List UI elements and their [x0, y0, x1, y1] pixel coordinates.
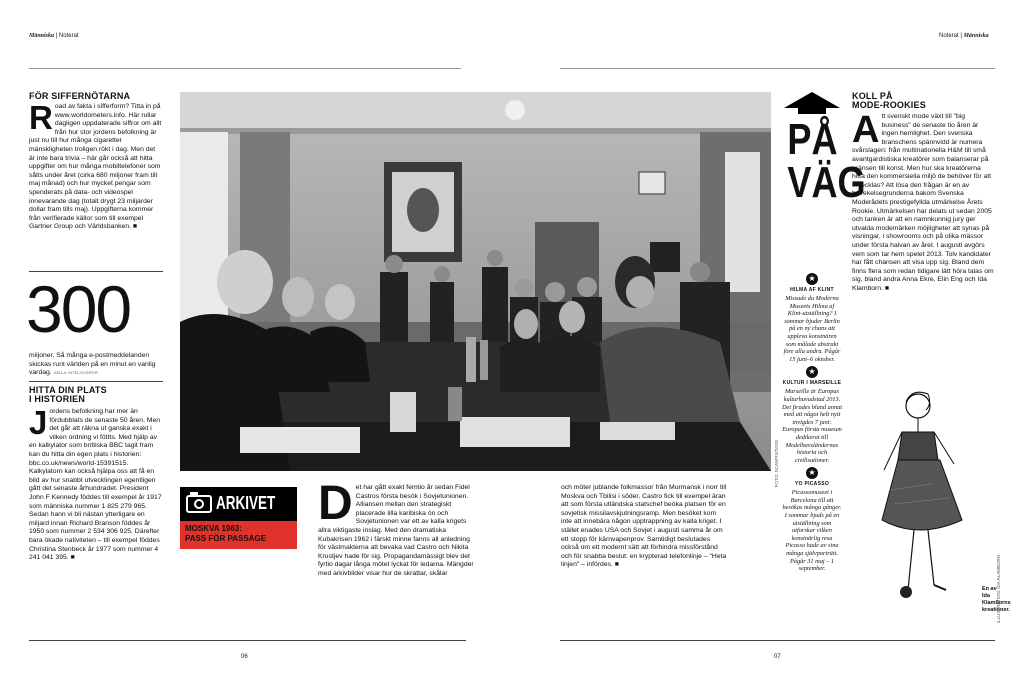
- star-icon: ★: [806, 467, 818, 479]
- archive-photo-illustration: [180, 92, 771, 471]
- heading-koll-pa: KOLL PÅ: [852, 91, 893, 101]
- stat-number: 300: [26, 272, 131, 346]
- illustration-caption: En av Ida Klamborns kreationer.: [982, 586, 1011, 613]
- article-siffernotarna: [29, 92, 163, 232]
- article-hitta-din-plats: [29, 386, 163, 563]
- stat-text: miljoner. Så många e-postmeddelanden skickas runt världen på en minut en vanlig vardag. KÄLLA: INTEL/GONFER: [29, 352, 156, 377]
- heading-i-historien: I HISTORIEN: [29, 394, 86, 404]
- top-rule-right: [560, 68, 995, 69]
- arkivet-column-1: D et har gått exakt femtio år sedan Fidel Castros första besök i Sovjetunionen. Alliansen mellan den strategiskt placerade lilla karibiska ön och Sovjetunionen var ett av kalla krigets allra viktigaste inslag. Med den dramatiska Kubakrisen 1962 i färskt minne fanns all anledning för västmakterna att bevaka vad Castro och Nikita Krustjev hade för sig. Propagandamässigt blev det fyrtio dagar långa mötet lyckat för ledarna. Mängder med arkivbilder visar hur de skrattar, skålar: [318, 477, 474, 577]
- heading-hitta-din-plats: HITTA DIN PLATS: [29, 385, 107, 395]
- illustration-credit: ILLUSTRATION: IDA KLAMBORN: [996, 555, 1001, 624]
- body-mode-rookies: A tt svenskt mode växt till "big business" de senaste tio åren är ingen hemlighet. Den svenska branschens spännvidd är numera svårslagen: från multinationella H&M till små avantgardistiska kreatörer som balanserar på gränsen till konst. Men hur ska kreatörerna hitta den kommersiella miljö de behöver för att utvecklas? Att lösa den frågan är en av bevekelsegrunderna bakom Svenska Moderådets prestigefyllda utmärkelse Årets Rookie. Utmärkelsen har delats ut sedan 2005 och tanken är att en namnkunnig jury ger utvalda modemärken möjligheter att synas på visningar, i showrooms och på olika mässor under första halvan av året. I augusti avgörs vem som tar hem spelet 2013. Tolv kandidater har fått chansen att visa upp sig. Bland dem finns flera som redan tidigare lätt höra talas om sig, bland andra Anna Ekre, Elin Eng och Ida Klamborn. ■: [852, 109, 994, 292]
- top-rule-left: [29, 68, 461, 69]
- pa-vag-item: ★ YO PICASSO Picassomuseet i Barcelona till att besökas många gånger. I sommar bjuds på en utställning som utforskar vilken konstnärlig resa Picasso hade av sina många självporträtt. Pågår 31 maj – 1 september.: [782, 468, 842, 573]
- photo-credit: FOTO: SCANPIX/TASS: [774, 440, 779, 488]
- dropcap: D: [318, 477, 353, 530]
- heading-mode-rookies: MODE-ROOKIES: [852, 100, 926, 110]
- page-number-right: 07: [774, 654, 781, 660]
- arkivet-box: [180, 487, 297, 549]
- pa-vag-title-1: PÅ: [787, 115, 838, 164]
- arrow-up-icon: [782, 92, 842, 114]
- star-icon: ★: [806, 366, 818, 378]
- bottom-rule-left: [29, 640, 466, 641]
- bottom-rule-right: [560, 640, 995, 641]
- pa-vag-section: [782, 92, 866, 207]
- heading-siffernotarna: FÖR SIFFERNÖTARNA: [29, 91, 131, 101]
- page-number-left: 06: [241, 654, 248, 660]
- arkivet-subtitle: MOSKVA 1963: PASS FÖR PASSAGE: [180, 521, 297, 549]
- arkivet-column-2: och möter jublande folkmassor från Murmansk i norr till Moskva och Tbilisi i söder. Castro fick till exempel äran att som första utländska statschef beöka platsen för en sovjetisk missilavskjutningsramp. Men besöket kom inte att innebära någon upptrappning av kalla kriget. I stället enades USA och Sovjet i augusti samma år om ett stopp för kärnvapenprov. Samtidigt beslutades också om ett modernt sätt att förhindra missförstånd och för snabba beslut: en krypterad telefonlinje – "Heta linjen" – infördes. ■: [561, 484, 727, 569]
- dropcap: A: [852, 109, 880, 151]
- divider: [29, 381, 163, 382]
- arkivet-label: ARKIVET: [216, 493, 276, 513]
- archive-photo: [180, 92, 771, 471]
- body-hitta-din-plats: J ordens befolkning har mer än fördubblats de senaste 50 åren. Men det går att räkna ut ganska exakt i vilken ordning vi föttts. Med hjälp av en kalkylator som brittiska BBC tagit fram kan du hitta din egen plats i historien: bbc.co.uk/news/world-15391515. Kalkylatorn kan också hjälpa oss att få en bild av hur snabbt utvecklingen egentligen gått det senaste århundradet. President John F Kennedy föddes till exempel år 1917 som människa nummer 1 825 279 965. Sedan hann vi bli nästan ytterligare en miljard innan Richard Branson föddes år 1950 som nummer 2 534 306 925. Därefter bara ökade nativiteten – till exempel föddes Christina Stenbeck år 1977 som nummer 4 241 041 395. ■: [29, 404, 162, 562]
- running-header-right: Noterat | Människa: [939, 33, 989, 39]
- star-icon: ★: [806, 273, 818, 285]
- pa-vag-title-2: VÄG: [787, 158, 866, 207]
- article-mode-rookies: [852, 92, 994, 293]
- running-header-left: Människa | Noterat: [29, 33, 79, 39]
- pa-vag-items: [782, 270, 842, 573]
- body-siffernotarna: R oad av fakta i sifferform? Titta in på www.worldometers.info. Här rullar dagligen uppdaterade siffror om allt från hur stor jordens befolkning är just nu till hur många cigaretter mänskligheten troligen rökt i dag. Men det är inte bara trivia – här går också att hitta uppgifter om hur många mobiltelefoner som sålts under året (cirka 680 miljoner fram till maj månad) och hur mycket pengar som spenderats på data- och videospel innevarande dag (totalt drygt 23 miljarder dollar fram tills maj). Uppgifterna kommer från verifierade källor som till exempel Gartner Group och Världsbanken. ■: [29, 99, 162, 231]
- dropcap: J: [29, 404, 48, 441]
- pa-vag-item: ★ HILMA AF KLINT Missade du Moderna Museets Hilma af Klint-utställning? I sommar bjuder Berlin på en ny chans att uppleva konstnären som målade abstrakt före alla andra. Pågår 15 juni–6 oktober.: [783, 274, 841, 363]
- dropcap: R: [29, 99, 53, 136]
- fashion-illustration: [862, 380, 982, 610]
- camera-icon: [186, 495, 212, 513]
- pa-vag-item: ★ KULTUR I MARSEILLE Marseille är Europas kulturhuvudstad 2013. Det firades bland annat med att något helt nytt invigdes 7 juni: Europas första museum dedikerat till Medelhavsländernas historia och civilisationer.: [782, 367, 842, 464]
